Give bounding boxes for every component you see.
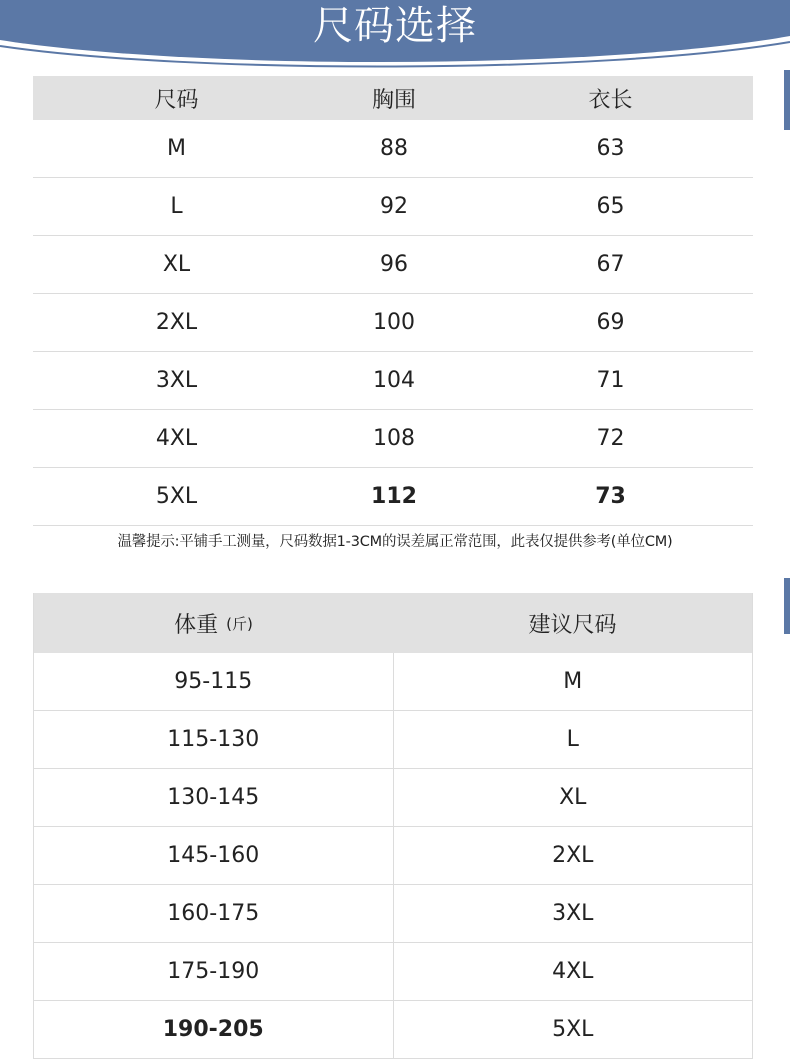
table-row	[34, 885, 752, 943]
table-row	[34, 1001, 752, 1059]
size-cell: L	[170, 194, 183, 219]
length-cell: 67	[596, 252, 625, 277]
weight-cell: 130-145	[34, 769, 394, 826]
banner	[0, 0, 790, 72]
recommended-size-cell: 5XL	[552, 1017, 594, 1042]
chest-cell: 92	[380, 194, 408, 219]
page-title: 尺码选择	[313, 3, 477, 49]
header-size: 尺码	[154, 87, 199, 113]
recommended-size-cell: L	[566, 727, 579, 752]
table-row	[34, 653, 752, 711]
weight-table	[33, 593, 753, 1059]
weight-table-header	[34, 593, 752, 653]
header-recommended-size: 建议尺码	[528, 612, 617, 638]
recommended-size-cell: XL	[559, 785, 587, 810]
chest-cell: 112	[371, 484, 417, 509]
length-cell: 72	[596, 426, 625, 451]
length-cell: 73	[595, 484, 626, 509]
table-row	[33, 236, 753, 294]
weight-cell: 160-175	[34, 885, 394, 942]
recommended-size-cell: 4XL	[552, 959, 594, 984]
header-length: 衣长	[588, 87, 633, 113]
chest-cell: 104	[373, 368, 415, 393]
recommended-size-cell: M	[563, 669, 583, 694]
table-row	[33, 294, 753, 352]
table-row	[33, 178, 753, 236]
edge-strip	[784, 70, 790, 130]
table-row	[34, 943, 752, 1001]
measurement-note: 温馨提示:平铺手工测量，尺码数据1-3CM的误差属正常范围，此表仅提供参考(单位CM)	[117, 534, 673, 550]
table-row	[33, 352, 753, 410]
table-row	[33, 468, 753, 526]
size-cell: 2XL	[155, 310, 198, 335]
chest-cell: 88	[380, 136, 408, 161]
size-table-header	[33, 76, 753, 120]
table-row	[34, 711, 752, 769]
header-weight-unit: (斤)	[226, 614, 253, 633]
chest-cell: 100	[373, 310, 415, 335]
weight-cell: 175-190	[34, 943, 394, 1000]
length-cell: 65	[596, 194, 625, 219]
header-chest: 胸围	[371, 87, 416, 113]
size-cell: 4XL	[155, 426, 198, 451]
weight-cell: 115-130	[34, 711, 394, 768]
size-cell: 5XL	[155, 484, 198, 509]
weight-cell: 145-160	[34, 827, 394, 884]
size-cell: XL	[162, 252, 191, 277]
table-row	[34, 827, 752, 885]
weight-cell: 95-115	[34, 653, 394, 710]
recommended-size-cell: 3XL	[552, 901, 594, 926]
length-cell: 63	[596, 136, 625, 161]
table-row	[34, 769, 752, 827]
recommended-size-cell: 2XL	[552, 843, 594, 868]
table-row	[33, 120, 753, 178]
size-cell: M	[167, 136, 186, 161]
size-cell: 3XL	[155, 368, 198, 393]
size-table	[33, 76, 753, 526]
edge-strip	[784, 578, 790, 634]
chest-cell: 96	[380, 252, 408, 277]
length-cell: 71	[596, 368, 625, 393]
header-weight-label: 体重	[174, 612, 219, 638]
header-weight	[34, 593, 393, 653]
table-row	[33, 410, 753, 468]
weight-cell: 190-205	[34, 1001, 394, 1058]
length-cell: 69	[596, 310, 625, 335]
chest-cell: 108	[373, 426, 415, 451]
